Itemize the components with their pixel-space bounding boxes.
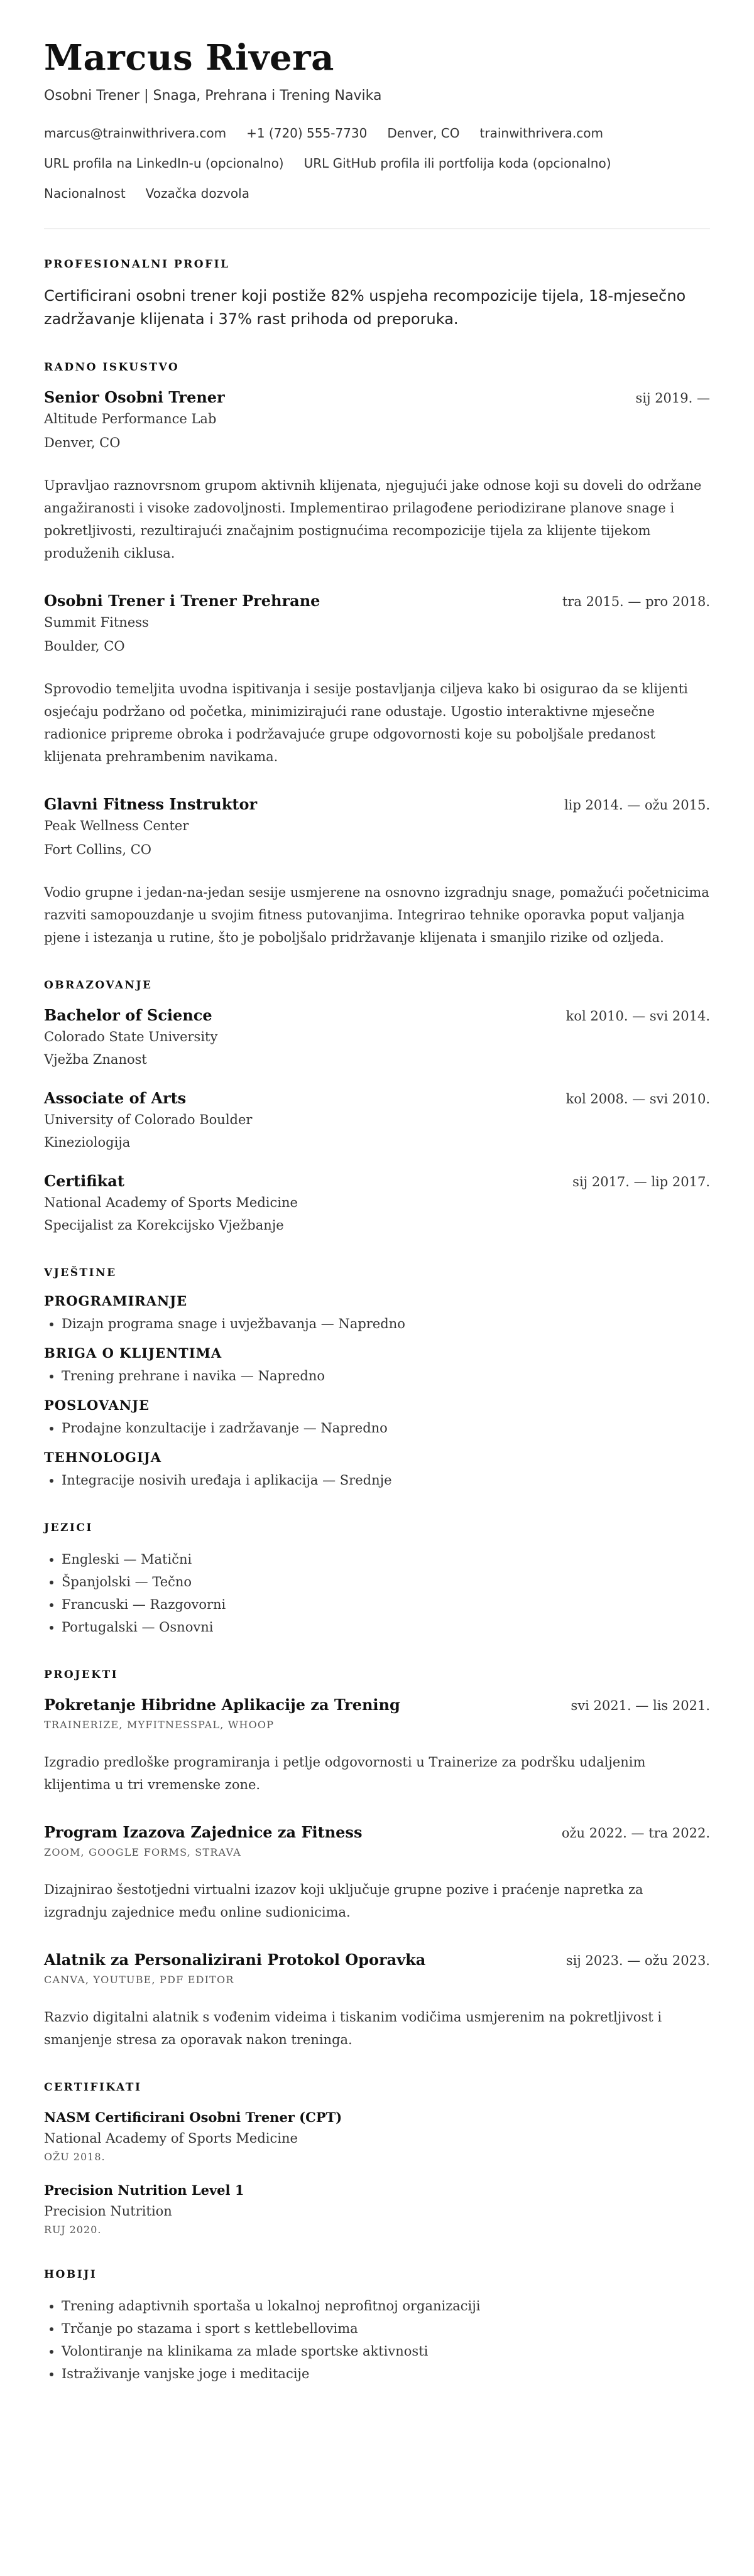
skill-category: POSLOVANJE <box>44 1397 150 1413</box>
language-list <box>44 1548 710 1638</box>
section-title: OBRAZOVANJE <box>44 979 153 992</box>
certificate-item <box>44 2180 710 2238</box>
project-item <box>44 1950 710 2051</box>
skill-category: PROGRAMIRANJE <box>44 1293 188 1309</box>
job-description: Upravljao raznovrsnom grupom aktivnih klijenata, njegujući jake odnose koji su doveli do održane angažiranosti i visoke zadovoljnosti. Implementirao prilagođene periodizirane planove snage i pokretljivosti, rezultirajući značajnim postignućima recompozicije tijela za klijente tijekom produženih ciklusa. <box>44 478 702 561</box>
experience-item <box>44 591 710 768</box>
experience-item <box>44 387 710 565</box>
github-link[interactable]: URL GitHub profila ili portfolija koda (opcionalno) <box>303 156 611 171</box>
skill-list <box>44 1365 710 1387</box>
project-tools: CANVA, YOUTUBE, PDF EDITOR <box>44 1974 234 1986</box>
hobby-item: • Volontiranje na klinikama za mlade sportske aktivnosti <box>62 2340 710 2362</box>
linkedin-link[interactable]: URL profila na LinkedIn-u (opcionalno) <box>44 156 284 171</box>
job-description: Vodio grupne i jedan-na-jedan sesije usmjerene na osnovno izgradnju snage, pomažući početnicima razviti samopouzdanje u svojim fitness putovanjima. Integrirao tehnike oporavka poput valjanja pjene i istezanja u rutine, što je poboljšalo pridržavanje klijenata i smanjilo rizike od ozljeda. <box>44 885 709 945</box>
skill-item: • Dizajn programa snage i uvježbavanja — Napredno <box>62 1312 710 1335</box>
project-description: Izgradio predloške programiranja i petlje odgovornosti u Trainerize za podršku udaljenim klijentima u tri vremenske zone. <box>44 1755 646 1792</box>
section-title: PROJEKTI <box>44 1669 119 1681</box>
project-description: Razvio digitalni alatnik s vođenim videima i tiskanim vodičima usmjerenim na pokretljivost i smanjenje stresa za oporavak nakon treninga. <box>44 2010 662 2047</box>
job-dates: lip 2014. — ožu 2015. <box>564 798 710 813</box>
company-name: Summit Fitness <box>44 615 149 630</box>
language-item: • Španjolski — Tečno <box>62 1571 710 1593</box>
job-dates: sij 2019. — <box>635 391 710 406</box>
education-dates: sij 2017. — lip 2017. <box>572 1174 710 1189</box>
resume-header <box>44 35 710 208</box>
section-title: RADNO ISKUSTVO <box>44 361 180 374</box>
section-title: JEZICI <box>44 1522 93 1534</box>
hobby-item: • Trening adaptivnih sportaša u lokalnoj neprofitnoj organizaciji <box>62 2295 710 2317</box>
personal-details <box>44 178 710 208</box>
contact-phone[interactable]: +1 (720) 555-7730 <box>246 126 368 141</box>
project-dates: svi 2021. — lis 2021. <box>571 1698 710 1713</box>
job-description: Sprovodio temeljita uvodna ispitivanja i sesije postavljanja ciljeva kako bi osigurao da se klijenti osjećaju podržano od početka, minimizirajući rane odustaje. Ugostio interaktivne mjesečne radionice pripreme obroka i podržavajuće grupe odgovornosti koje su poboljšale predanost klijenata prehrambenim navikama. <box>44 681 688 764</box>
skill-item: • Trening prehrane i navika — Napredno <box>62 1365 710 1387</box>
certificate-item <box>44 2108 710 2165</box>
projects-section <box>44 1669 710 2051</box>
project-dates: ožu 2022. — tra 2022. <box>561 1826 710 1841</box>
profile-links <box>44 148 710 178</box>
degree-title: Bachelor of Science <box>44 1006 212 1024</box>
company-name: Altitude Performance Lab <box>44 411 217 426</box>
school-name: Colorado State University <box>44 1029 218 1044</box>
degree-title: Certifikat <box>44 1172 124 1190</box>
languages-section <box>44 1522 710 1638</box>
language-item: • Engleski — Matični <box>62 1548 710 1571</box>
language-item: • Portugalski — Osnovni <box>62 1616 710 1638</box>
project-dates: sij 2023. — ožu 2023. <box>566 1953 710 1968</box>
section-title: HOBIJI <box>44 2268 97 2281</box>
skills-section <box>44 1267 710 1491</box>
skill-list <box>44 1469 710 1491</box>
education-dates: kol 2008. — svi 2010. <box>566 1091 710 1107</box>
contact-location: Denver, CO <box>387 126 460 141</box>
project-description: Dizajnirao šestotjedni virtualni izazov koji uključuje grupne pozive i praćenje napretka za izgradnju zajednice među online sudionicima. <box>44 1882 643 1920</box>
study-field: Kineziologija <box>44 1135 131 1150</box>
certificate-issuer: National Academy of Sports Medicine <box>44 2131 298 2146</box>
school-name: National Academy of Sports Medicine <box>44 1195 298 1210</box>
school-name: University of Colorado Boulder <box>44 1112 253 1127</box>
education-dates: kol 2010. — svi 2014. <box>566 1009 710 1024</box>
project-item <box>44 1822 710 1924</box>
hobby-item: • Trčanje po stazama i sport s kettlebellovima <box>62 2317 710 2340</box>
skill-list <box>44 1312 710 1335</box>
study-field: Vježba Znanost <box>44 1052 147 1067</box>
section-title: VJEŠTINE <box>44 1267 117 1279</box>
profile-section <box>44 258 710 331</box>
skill-list <box>44 1417 710 1439</box>
nationality: Nacionalnost <box>44 186 126 201</box>
job-title: Senior Osobni Trener <box>44 388 225 406</box>
skill-category: BRIGA O KLIJENTIMA <box>44 1345 222 1361</box>
project-tools: ZOOM, GOOGLE FORMS, STRAVA <box>44 1846 241 1858</box>
company-name: Peak Wellness Center <box>44 818 189 833</box>
hobby-list <box>44 2295 710 2385</box>
project-item <box>44 1695 710 1796</box>
skill-item: • Prodajne konzultacije i zadržavanje — Napredno <box>62 1417 710 1439</box>
skill-category: TEHNOLOGIJA <box>44 1449 162 1465</box>
certificate-name: Precision Nutrition Level 1 <box>44 2182 244 2198</box>
job-title: Osobni Trener i Trener Prehrane <box>44 592 320 610</box>
certificate-name: NASM Certificirani Osobni Trener (CPT) <box>44 2109 342 2125</box>
section-title: CERTIFIKATI <box>44 2081 142 2094</box>
education-item <box>44 1171 710 1237</box>
certificate-date: RUJ 2020. <box>44 2224 102 2236</box>
drivers-license: Vozačka dozvola <box>145 186 249 201</box>
contact-website[interactable]: trainwithrivera.com <box>479 126 603 141</box>
section-title: PROFESIONALNI PROFIL <box>44 258 230 271</box>
profile-summary: Certificirani osobni trener koji postiže 82% uspjeha recompozicije tijela, 18-mjesečno zadržavanje klijenata i 37% rast prihoda od preporuka. <box>44 287 686 328</box>
candidate-headline: Osobni Trener | Snaga, Prehrana i Trening Navika <box>44 88 382 104</box>
language-item: • Francuski — Razgovorni <box>62 1593 710 1616</box>
job-location: Denver, CO <box>44 435 121 450</box>
job-location: Fort Collins, CO <box>44 842 152 857</box>
experience-item <box>44 794 710 949</box>
project-name: Alatnik za Personalizirani Protokol Oporavka <box>44 1951 426 1969</box>
certificates-section <box>44 2081 710 2238</box>
study-field: Specijalist za Korekcijsko Vježbanje <box>44 1218 284 1233</box>
project-name: Pokretanje Hibridne Aplikacije za Trening <box>44 1696 400 1714</box>
contact-email[interactable]: marcus@trainwithrivera.com <box>44 126 227 141</box>
certificate-date: OŽU 2018. <box>44 2151 106 2163</box>
job-dates: tra 2015. — pro 2018. <box>562 594 710 609</box>
skill-item: • Integracije nosivih uređaja i aplikacija — Srednje <box>62 1469 710 1491</box>
job-title: Glavni Fitness Instruktor <box>44 795 258 813</box>
education-section <box>44 979 710 1237</box>
certificate-issuer: Precision Nutrition <box>44 2204 172 2219</box>
education-item <box>44 1088 710 1154</box>
experience-section <box>44 361 710 949</box>
hobbies-section <box>44 2268 710 2385</box>
project-name: Program Izazova Zajednice za Fitness <box>44 1823 363 1841</box>
education-item <box>44 1005 710 1071</box>
degree-title: Associate of Arts <box>44 1089 187 1107</box>
contact-info <box>44 118 710 148</box>
hobby-item: • Istraživanje vanjske joge i meditacije <box>62 2362 710 2385</box>
job-location: Boulder, CO <box>44 639 125 654</box>
project-tools: TRAINERIZE, MYFITNESSPAL, WHOOP <box>44 1719 275 1731</box>
candidate-name: Marcus Rivera <box>44 37 334 78</box>
